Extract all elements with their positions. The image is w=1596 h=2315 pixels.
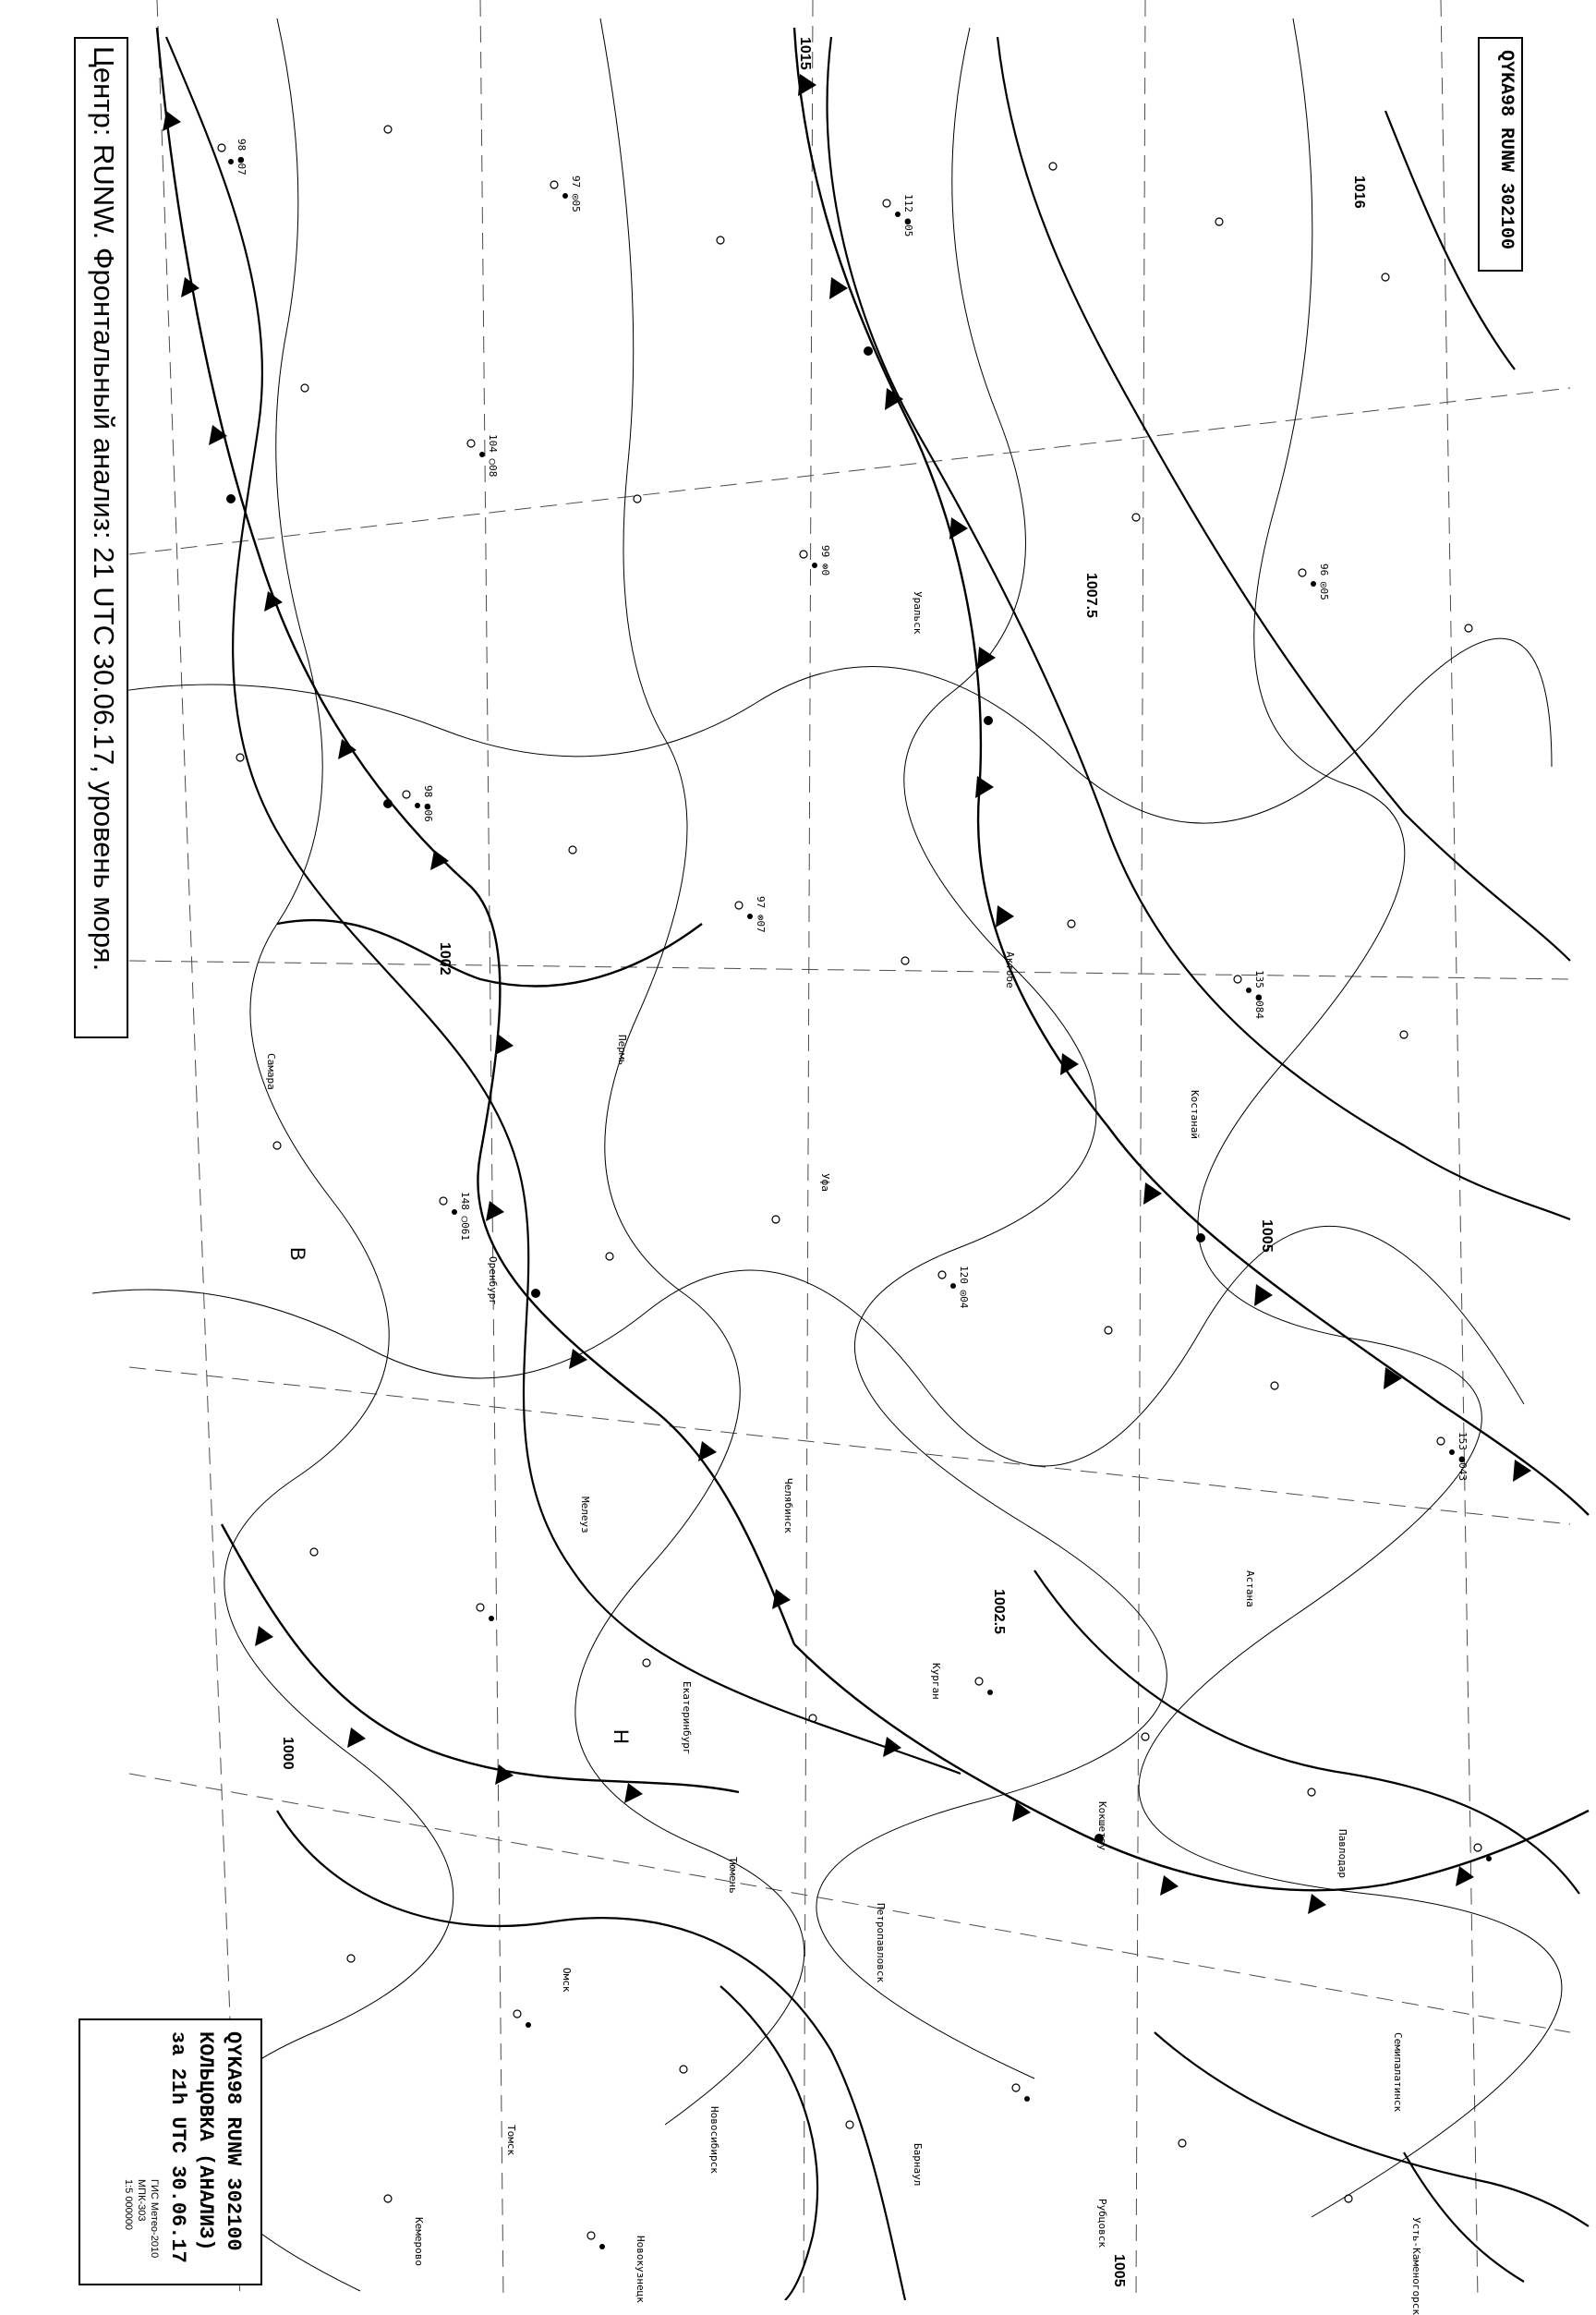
city-label: Курган	[930, 1663, 942, 1700]
city-label: Томск	[505, 2125, 517, 2156]
title-box	[74, 37, 128, 1038]
station-label: 148 ○061	[459, 1192, 471, 1241]
station-label: 135 ●084	[1253, 970, 1265, 1019]
header-code: QYKA98 RUNW 302100	[1495, 50, 1517, 250]
city-label: Костанай	[1189, 1090, 1201, 1139]
city-label: Новокузнецк	[635, 2236, 647, 2303]
stamp-time: за 21h UTC 30.06.17	[166, 2031, 189, 2263]
station-label: 153 ●043	[1457, 1432, 1469, 1481]
city-label: Астана	[1244, 1570, 1256, 1607]
station-filled	[228, 159, 1492, 2249]
isobar-label: 1015	[797, 37, 813, 70]
city-label: Екатеринбург	[681, 1681, 693, 1755]
station-label: 112 ●05	[902, 194, 914, 237]
city-label: Пермь	[616, 1035, 628, 1066]
city-label: Уфа	[819, 1173, 831, 1192]
station-label: 98 ●06	[422, 785, 434, 822]
city-label: Рубцовск	[1096, 2199, 1108, 2248]
city-label: Усть-Каменогорск	[1410, 2217, 1422, 2315]
city-label: Оренбург	[487, 1256, 499, 1305]
city-label: Мелеуз	[579, 1497, 591, 1533]
city-label: Семипалатинск	[1392, 2032, 1404, 2113]
city-label: Тюмень	[727, 1857, 739, 1894]
isobar-label: 1016	[1351, 176, 1367, 209]
map-title: Центр: RUNW. Фронтальный анализ: 21 UTC 30.06.17, уровень моря.	[88, 46, 120, 972]
station-label: 97 ◎05	[570, 176, 582, 212]
city-label: Новосибирск	[708, 2106, 720, 2174]
city-label: Актобе	[1004, 951, 1016, 988]
fronts	[157, 28, 1589, 1890]
station-label: 104 ○08	[487, 434, 499, 478]
isobar-label: 1002.5	[991, 1589, 1007, 1634]
isobar-label: 1000	[280, 1737, 296, 1770]
city-label: Петропавловск	[875, 1903, 887, 1983]
isobar-label: 1007.5	[1083, 573, 1099, 618]
station-label: 120 ◎04	[958, 1266, 970, 1309]
high-pressure-center: В	[286, 1247, 309, 1261]
header-code-box	[1478, 37, 1523, 272]
station-markers	[218, 126, 1481, 2239]
stamp-scale: 1:5 000000	[123, 2179, 134, 2231]
isobar-label: 1005	[1259, 1219, 1275, 1253]
graticule	[129, 0, 1570, 2300]
city-label: Павлодар	[1336, 1829, 1348, 1878]
city-label: Кокшетау	[1096, 1801, 1108, 1850]
city-label: Омск	[561, 1968, 573, 1993]
low-pressure-center: Н	[610, 1729, 633, 1744]
station-label: 98 ●07	[236, 139, 248, 176]
city-label: Челябинск	[782, 1478, 794, 1533]
isobar-label: 1002	[437, 942, 453, 976]
isobar-label: 1005	[1111, 2254, 1127, 2287]
stamp-box	[79, 2018, 262, 2285]
station-label: 96 ◎05	[1318, 564, 1330, 600]
city-label: Самара	[265, 1053, 277, 1090]
city-label: Кемерово	[413, 2217, 425, 2266]
stamp-code: QYKA98 RUNW 302100	[222, 2031, 245, 2251]
stamp-projection: МПК-303	[136, 2179, 147, 2222]
stamp-software: ГИС Метео-2010	[149, 2179, 160, 2259]
front-semicircles	[226, 346, 1205, 1843]
borders	[92, 18, 1562, 2291]
city-label: Уральск	[912, 591, 924, 635]
station-label: 99 ⊗0	[819, 545, 831, 576]
city-label: Барнаул	[912, 2143, 924, 2187]
station-label: 97 ⊗07	[755, 896, 767, 933]
front-ticks	[163, 74, 1531, 1914]
stamp-station: КОЛЬЦОВКА (АНАЛИЗ)	[194, 2031, 217, 2251]
